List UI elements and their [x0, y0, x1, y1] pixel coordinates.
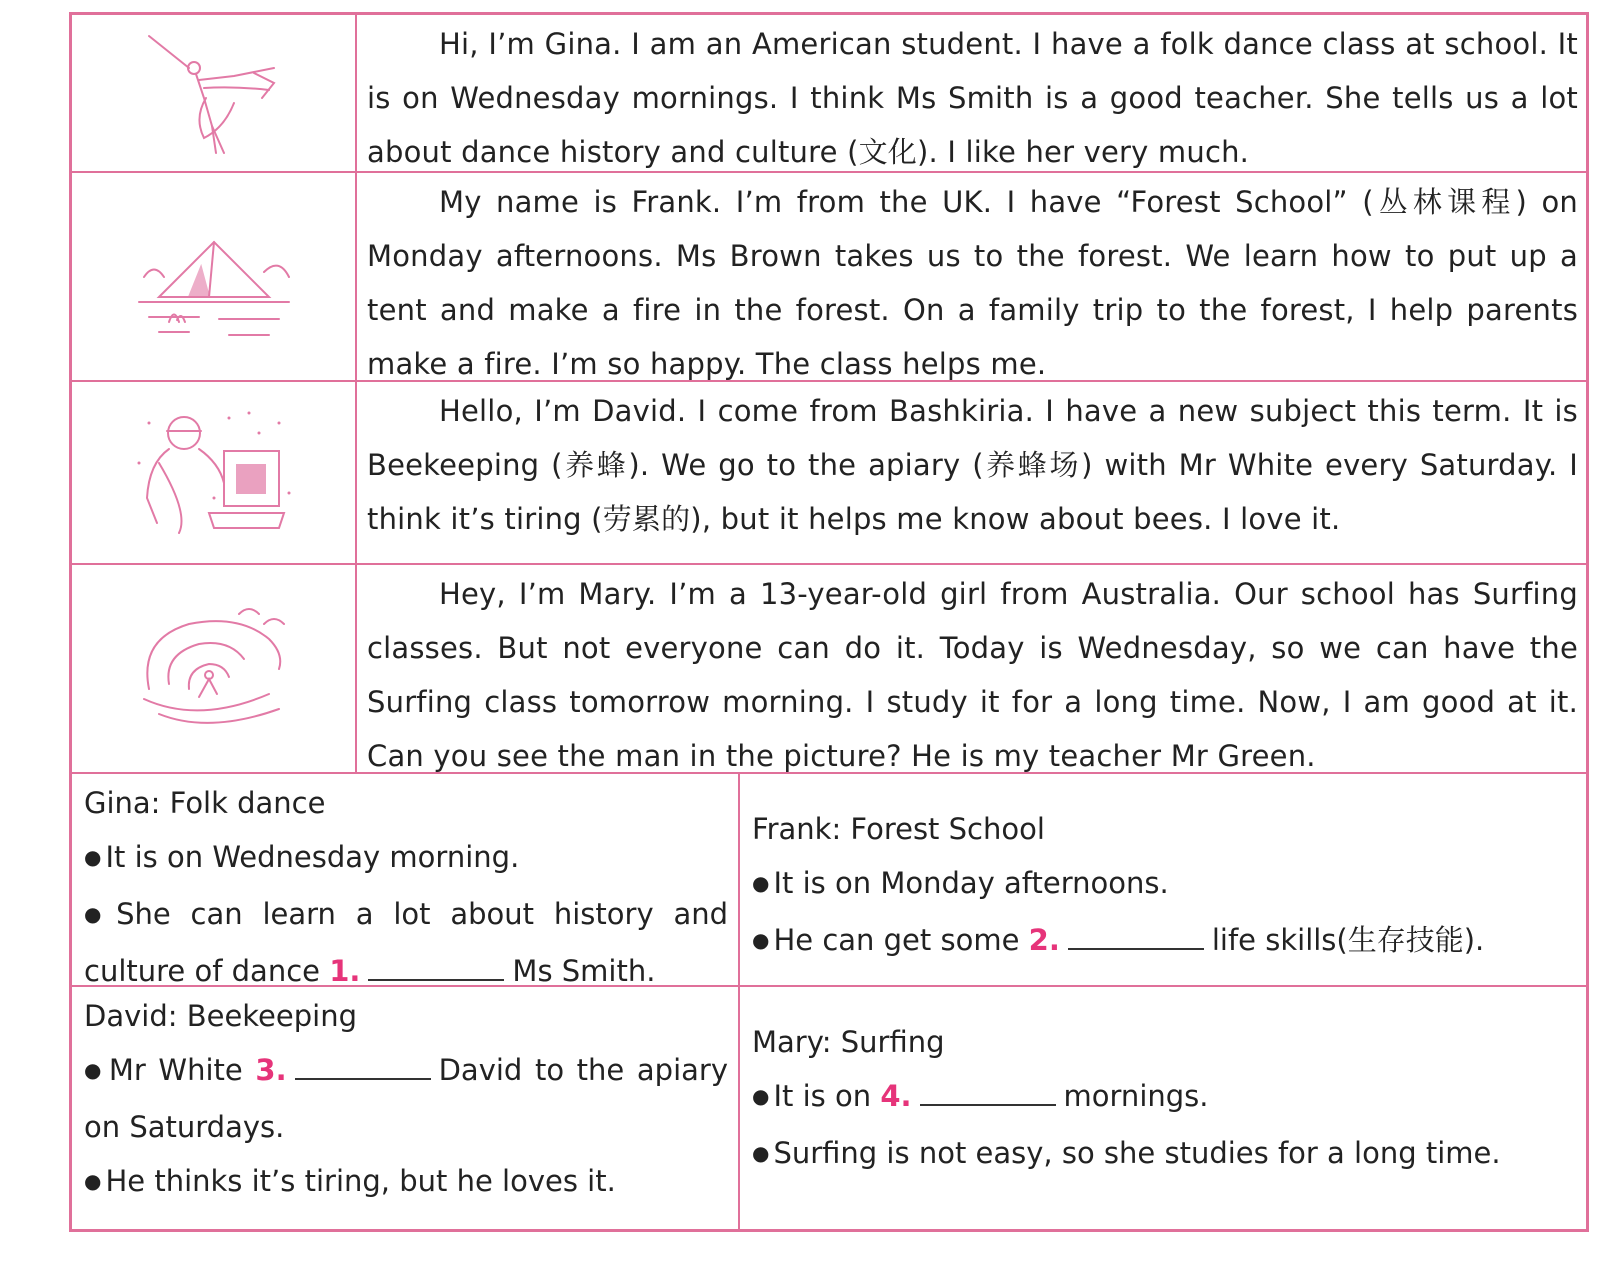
- summary-text: He can get some: [773, 923, 1020, 957]
- reading-table: [69, 12, 1589, 1232]
- question-number: 3.: [255, 1053, 287, 1087]
- summary-bullet: ● It is on Wednesday morning.: [84, 830, 728, 887]
- summary-heading: Frank: Forest School: [752, 812, 1045, 846]
- summary-heading: Mary: Surfing: [752, 1025, 945, 1059]
- summary-text: David to the apiary on Saturdays.: [84, 1053, 728, 1144]
- summary-heading: Gina: Folk dance: [84, 786, 326, 820]
- summary-row-2: [72, 987, 1586, 1229]
- beekeeper-icon: [129, 403, 299, 543]
- question-number: 2.: [1028, 923, 1060, 957]
- summary-cell-gina: [72, 774, 740, 988]
- summary-bullet: ● Surfing is not easy, so she studies for a long time.: [752, 1126, 1576, 1183]
- summary-text: life skills(生存技能).: [1211, 923, 1485, 957]
- summary-cell-david: [72, 987, 740, 1229]
- summary-text: It is on: [773, 1079, 872, 1113]
- answer-blank-2[interactable]: [1068, 922, 1204, 950]
- passage-row-frank: [72, 173, 1586, 382]
- answer-blank-4[interactable]: [920, 1078, 1056, 1106]
- summary-cell-mary: [740, 987, 1586, 1229]
- question-number: 1.: [329, 954, 361, 988]
- summary-text: She can learn a lot about history and culture of dance: [84, 897, 729, 988]
- passage-row-mary: [72, 565, 1586, 774]
- summary-bullet: [84, 887, 728, 998]
- summary-bullet: [84, 1043, 728, 1154]
- dancer-icon: [134, 28, 294, 158]
- summary-row-1: [72, 774, 1586, 987]
- summary-text: Mr White: [108, 1053, 243, 1087]
- passage-image-cell: [72, 565, 357, 772]
- summary-bullet: [752, 1069, 1576, 1126]
- passage-text: Hey, I’m Mary. I’m a 13-year-old girl from Australia. Our school has Surfing classes. But not everyone can do it. Today is Wednesday, so we can have the Surfing class tomorrow morning. I study it for a long time. Now, I am good at it. Can you see the man in the picture? He is my teacher Mr Green.: [367, 577, 1578, 773]
- answer-blank-1[interactable]: [368, 953, 504, 981]
- passage-image-cell: [72, 382, 357, 563]
- passage-row-gina: [72, 15, 1586, 173]
- summary-bullet: ● It is on Monday afternoons.: [752, 856, 1576, 913]
- tent-icon: [129, 207, 299, 347]
- passage-row-david: [72, 382, 1586, 565]
- summary-text: Ms Smith.: [512, 954, 656, 988]
- passage-image-cell: [72, 173, 357, 380]
- summary-text: mornings.: [1063, 1079, 1209, 1113]
- passage-image-cell: [72, 15, 357, 171]
- passage-text: My name is Frank. I’m from the UK. I have “Forest School” (丛林课程) on Monday afternoons. Ms Brown takes us to the forest. We learn how to put up a tent and make a fire in the forest. On a family trip to the forest, I help parents make a fire. I’m so happy. The class helps me.: [367, 185, 1578, 381]
- passage-text: Hi, I’m Gina. I am an American student. I have a folk dance class at school. It is on Wednesday mornings. I think Ms Smith is a good teacher. She tells us a lot about dance history and culture (文化). I like her very much.: [367, 27, 1578, 169]
- summary-bullet: [752, 913, 1576, 970]
- question-number: 4.: [880, 1079, 912, 1113]
- summary-heading: David: Beekeeping: [84, 999, 357, 1033]
- passage-text: Hello, I’m David. I come from Bashkiria. I have a new subject this term. It is Beekeeping (养蜂). We go to the apiary (养蜂场) with Mr White every Saturday. I think it’s tiring (劳累的), but it helps me know about bees. I love it.: [367, 394, 1578, 536]
- surfer-icon: [129, 599, 299, 739]
- summary-bullet: ● He thinks it’s tiring, but he loves it.: [84, 1154, 728, 1211]
- answer-blank-3[interactable]: [295, 1052, 431, 1080]
- summary-cell-frank: [740, 774, 1586, 985]
